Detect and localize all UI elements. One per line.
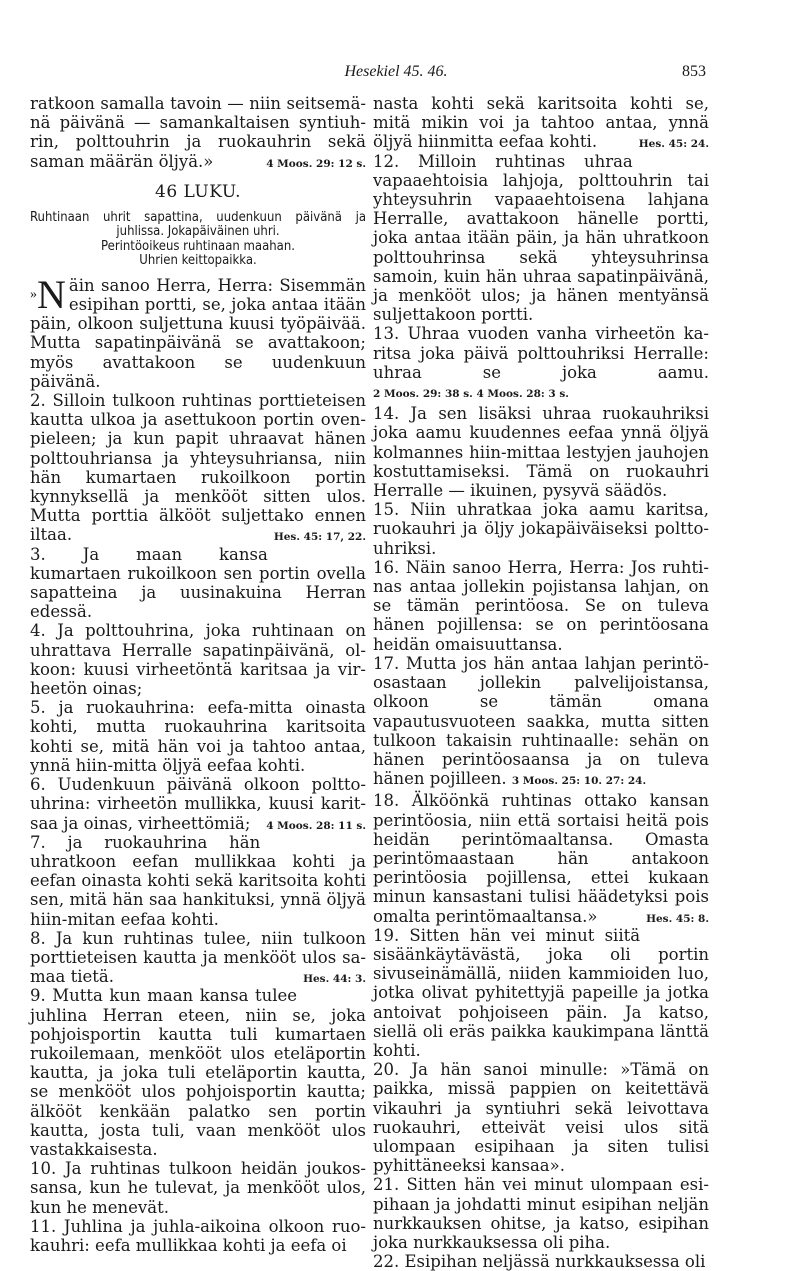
summary-line: Ruhtinaan uhrit sapattina, uudenkuun päivänä ja juhlissa. Jokapäiväinen uhri.	[30, 209, 366, 240]
chapter-summary	[30, 211, 366, 269]
verse-text: nasta kohti sekä karitsoita kohti se, mitä mikin voi ja tahtoo antaa, ynnä öljyä hiinmitta eefaa kohti.	[373, 94, 709, 152]
cross-reference: 4 Moos. 29: 12 s.	[266, 157, 366, 170]
verse-paragraph: 15. Niin uhratkaa joka aamu karitsa, ruokauhri ja öljy jokapäiväiseksi polttouhriksi.	[373, 500, 709, 558]
summary-line: Uhrien keittopaikka.	[139, 253, 257, 269]
verse-paragraph: 4. Ja polttouhrina, joka ruhtinaan on uhrattava Herralle sapatinpäivänä, olkoon: kuusi virheetöntä karitsaa ja virheetön oinas;	[30, 621, 366, 699]
verse-paragraph: 7. ja ruokauhrina hän uhratkoon eefan mullikkaa kohti ja eefan oinasta kohti sekä karitsoita kohti sen, mitä hän saa hankituksi, ynnä öljyä hiin-mitan eefaa kohti.	[30, 832, 366, 929]
chapter-title: 46 LUKU.	[155, 181, 241, 202]
verse-paragraph: 3. Ja maan kansa kumartaen rukoilkoon sen portin ovella sapatteina ja uusinakuina Herran edessä.	[30, 544, 366, 622]
verse-text: ratkoon samalla tavoin — niin seitsemänä päivänä — samankaltaisen syntiuhrin, polttouhrin ja ruokauhrin sekä saman määrän öljyä.»	[30, 94, 366, 171]
verse-paragraph	[30, 929, 366, 987]
verse-text: 13. Uhraa vuoden vanha virheetön karitsa joka päivä polttouhriksi Herralle: uhraa se joka aamu.	[373, 324, 709, 382]
opening-quote: »	[30, 286, 37, 302]
verse-text: 18. Älköönkä ruhtinas ottako kansan perintöosia, niin että sortaisi heitä pois heidän perintömaaltansa. Omasta perintömaastaan hän antakoon perintöosia pojillensa, ettei kukaan minun kansastani tulisi häädetyksi pois omalta perintömaaltansa.»	[373, 791, 709, 926]
cross-reference: Hes. 45: 24.	[638, 138, 709, 151]
page-number: 853	[682, 63, 706, 80]
verse-paragraph	[30, 94, 366, 171]
verse-text: äin sanoo Herra, Herra: Sisemmän esipihan portti, se, joka antaa itään päin, olkoon suljettuna kuusi työpäivää. Mutta sapatinpäivänä se avattakoon; myös avattakoon se uudenkuun päivänä.	[30, 275, 366, 391]
running-header-title: Hesekiel 45. 46.	[344, 63, 448, 80]
verse-paragraph: 14. Ja sen lisäksi uhraa ruokauhriksi joka aamu kuudennes eefaa ynnä öljyä kolmannes hiin-mittaa lestyjen jauhojen kostuttamiseksi. Tämä on ruokauhri Herralle — ikuinen, pysyvä säädös.	[373, 404, 709, 501]
cross-reference: 3 Moos. 25: 10. 27: 24.	[511, 775, 647, 788]
verse-paragraph	[30, 271, 366, 391]
drop-cap-letter: N	[37, 271, 66, 317]
verse-paragraph: 16. Näin sanoo Herra, Herra: Jos ruhtinas antaa jollekin pojistansa lahjan, on se tämän perintöosa. Se on tuleva hänen pojillensa: se on perintöosana heidän omaisuuttansa.	[373, 557, 709, 654]
verse-paragraph	[373, 791, 709, 925]
verse-paragraph: 10. Ja ruhtinas tulkoon heidän joukossansa, kun he tulevat, ja menkööt ulos, kun he menevät.	[30, 1159, 366, 1217]
verse-paragraph: 19. Sitten hän vei minut siitä sisäänkäytävästä, joka oli portin sivuseinämällä, niiden kammioiden luo, jotka olivat pyhitettyjä papeille ja jotka antoivat pohjoiseen päin. Ja katso, siellä oli eräs paikka kaukimpana länttä kohti.	[373, 925, 709, 1060]
summary-line: Perintöoikeus ruhtinaan maahan.	[101, 238, 295, 254]
cross-reference: Hes. 45: 17, 22.	[273, 531, 366, 544]
cross-reference: Hes. 45: 8.	[646, 912, 709, 925]
verse-paragraph: 9. Mutta kun maan kansa tulee juhlina Herran eteen, niin se, joka pohjoisportin kautta tuli kumartaen rukoilemaan, menkööt ulos eteläportin kautta, ja joka tuli eteläportin kautta, se menkööt ulos pohjoisportin kautta; älkööt kenkään palatko sen portin kautta, josta tuli, vaan menkööt ulos vastakkaisesta.	[30, 986, 366, 1159]
verse-paragraph	[373, 654, 709, 791]
verse-paragraph: 21. Sitten hän vei minut ulompaan esipihaan ja johdatti minut esipihan neljän nurkkauksen ohitse, ja katso, esipihan joka nurkkauksessa oli piha.	[373, 1175, 709, 1252]
verse-text: 8. Ja kun ruhtinas tulee, niin tulkoon porttieteisen kautta ja menkööt ulos samaa tietä.	[30, 928, 366, 987]
drop-cap	[30, 271, 66, 317]
cross-reference: 2 Moos. 29: 38 s. 4 Moos. 28: 3 s.	[373, 388, 569, 401]
verse-paragraph	[30, 775, 366, 833]
verse-paragraph: 5. ja ruokauhrina: eefa-mitta oinasta kohti, mutta ruokauhrina karitsoita kohti se, mitä hän voi ja tahtoo antaa, ynnä hiin-mitta öljyä eefaa kohti.	[30, 698, 366, 775]
verse-paragraph	[373, 324, 709, 404]
verse-text: 17. Mutta jos hän antaa lahjan perintöosastaan jollekin palvelijoistansa, olkoon se tämän omana vapautusvuoteen saakka, mutta sitten tulkoon takaisin ruhtinaalle: sehän on hänen perintöosaansa ja on tuleva hänen pojilleen.	[373, 653, 709, 789]
left-column	[30, 94, 366, 1255]
verse-paragraph: 11. Juhlina ja juhla-aikoina olkoon ruokauhri: eefa mullikkaa kohti ja eefa oi	[30, 1216, 366, 1255]
verse-text: 2. Silloin tulkoon ruhtinas porttieteisen kautta ulkoa ja asettukoon portin ovenpieleen; ja kun papit uhraavat hänen polttouhriansa ja yhteysuhriansa, niin hän kumartaen rukoilkoon portin kynnyksellä ja menkööt sitten ulos. Mutta porttia älkööt suljettako ennen iltaa.	[30, 391, 366, 545]
verse-text: 6. Uudenkuun päivänä olkoon polttouhrina: virheetön mullikka, kuusi karitsaa ja oinas, virheettömiä;	[30, 775, 366, 833]
verse-paragraph: 12. Milloin ruhtinas uhraa vapaaehtoisia lahjoja, polttouhrin tai yhteysuhrin vapaaehtoisena lahjana Herralle, avattakoon hänelle portti, joka antaa itään päin, ja hän uhratkoon polttouhrinsa sekä yhteysuhrinsa samoin, kuin hän uhraa sapatinpäivänä, ja menkööt ulos; ja hänen mentyänsä suljettakoon portti.	[373, 151, 709, 325]
verse-paragraph: 22. Esipihan neljässä nurkkauksessa oli	[373, 1252, 706, 1271]
verse-paragraph	[373, 94, 709, 152]
cross-reference: Hes. 44: 3.	[303, 973, 366, 986]
cross-reference: 4 Moos. 28: 11 s.	[266, 819, 366, 832]
verse-paragraph	[30, 391, 366, 545]
right-column	[373, 94, 709, 1271]
verse-paragraph: 20. Ja hän sanoi minulle: »Tämä on paikka, missä pappien on keitettävä vikauhri ja syntiuhri sekä leivottava ruokauhri, etteivät veisi ulos sitä ulompaan esipihaan ja siten tulisi pyhittäneeksi kansaa».	[373, 1060, 709, 1176]
